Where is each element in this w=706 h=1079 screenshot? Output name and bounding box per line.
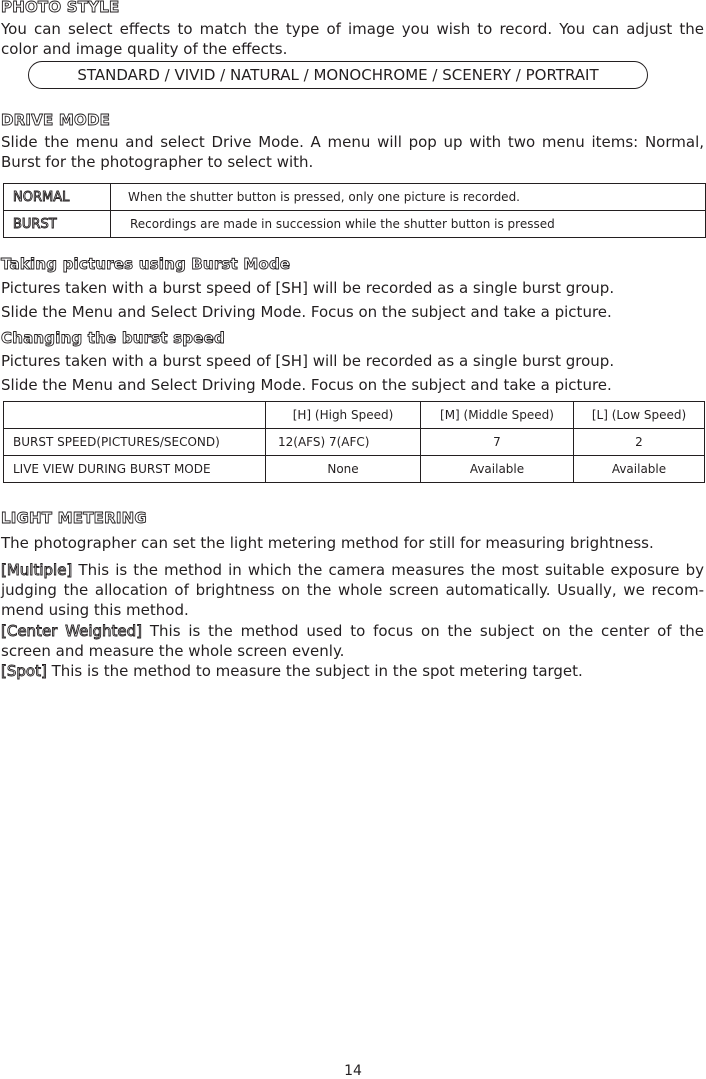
metering-spot — [1, 661, 704, 681]
light-metering-intro: The photographer can set the light metering method for still for measuring brightness. — [1, 534, 654, 552]
metering-spot-label: [Spot] — [1, 662, 47, 680]
table-row — [4, 211, 706, 238]
drive-mode-label-normal: NORMAL — [4, 184, 111, 211]
burst-speed-table — [3, 401, 705, 483]
table-header-cell: [L] (Low Speed) — [574, 402, 705, 429]
burst-mode-heading: Taking pictures using Burst Mode — [1, 255, 291, 273]
table-cell: 12(AFS) 7(AFC) — [266, 429, 421, 456]
metering-center-weighted — [1, 621, 704, 661]
drive-mode-text: Slide the menu and select Drive Mode. A menu will pop up with two menu items: Normal, Burst for the photographer to select with. — [1, 133, 704, 171]
table-cell: 2 — [574, 429, 705, 456]
table-header-cell: [H] (High Speed) — [266, 402, 421, 429]
photo-style-heading: PHOTO STYLE — [1, 0, 120, 16]
drive-mode-table — [3, 183, 706, 238]
table-row — [4, 456, 705, 483]
table-cell: None — [266, 456, 421, 483]
photo-style-options: STANDARD / VIVID / NATURAL / MONOCHROME / SCENERY / PORTRAIT — [28, 61, 648, 89]
light-metering-heading: LIGHT METERING — [1, 509, 147, 527]
metering-multiple-text: This is the method in which the camera measures the most suitable exposure by judging the allocation of brightness on the whole screen automatically. Usually, we recom-mend using this method. — [1, 561, 704, 619]
table-header-row — [4, 402, 705, 429]
table-cell: 7 — [421, 429, 574, 456]
metering-multiple-label: [Multiple] — [1, 561, 73, 579]
table-cell: Available — [421, 456, 574, 483]
metering-multiple — [1, 560, 704, 620]
burst-mode-line-2: Slide the Menu and Select Driving Mode. Focus on the subject and take a picture. — [1, 303, 612, 321]
metering-center-text: This is the method used to focus on the subject on the center of the screen and measure the whole screen evenly. — [1, 622, 704, 660]
drive-mode-desc-normal: When the shutter button is pressed, only one picture is recorded. — [111, 184, 706, 211]
metering-spot-text: This is the method to measure the subject in the spot metering target. — [46, 662, 583, 680]
photo-style-text: You can select effects to match the type of image you wish to record. You can adjust the color and image quality of the effects. — [1, 20, 704, 58]
table-cell: BURST SPEED(PICTURES/SECOND) — [4, 429, 266, 456]
burst-speed-line-1: Pictures taken with a burst speed of [SH] will be recorded as a single burst group. — [1, 352, 615, 370]
page-number: 14 — [344, 1063, 362, 1079]
drive-mode-heading: DRIVE MODE — [1, 111, 111, 129]
metering-center-label: [Center Weighted] — [1, 622, 143, 640]
table-row — [4, 429, 705, 456]
burst-speed-line-2: Slide the Menu and Select Driving Mode. Focus on the subject and take a picture. — [1, 376, 612, 394]
table-header-cell: [M] (Middle Speed) — [421, 402, 574, 429]
drive-mode-desc-burst: Recordings are made in succession while the shutter button is pressed — [111, 211, 706, 238]
table-header-cell — [4, 402, 266, 429]
table-cell: Available — [574, 456, 705, 483]
burst-speed-heading: Changing the burst speed — [1, 329, 225, 347]
burst-mode-line-1: Pictures taken with a burst speed of [SH] will be recorded as a single burst group. — [1, 279, 615, 297]
drive-mode-label-burst: BURST — [4, 211, 111, 238]
table-row — [4, 184, 706, 211]
table-cell: LIVE VIEW DURING BURST MODE — [4, 456, 266, 483]
